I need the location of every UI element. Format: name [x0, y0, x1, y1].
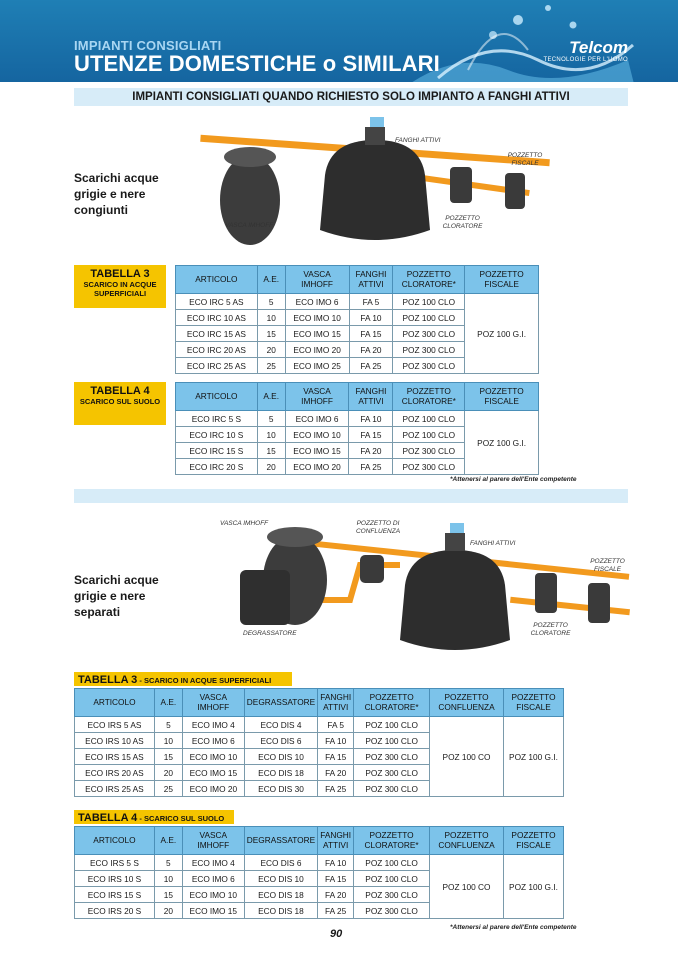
- cell: POZ 100 CLO: [354, 855, 430, 871]
- cell: 20: [257, 342, 285, 358]
- col-header: POZZETTO FISCALE: [503, 689, 563, 717]
- table-3-separate: [74, 688, 564, 797]
- cell: POZ 300 CLO: [393, 326, 465, 342]
- cell: ECO DIS 18: [244, 765, 317, 781]
- cell: ECO DIS 18: [244, 887, 317, 903]
- cell: 25: [154, 781, 182, 797]
- cell: ECO IRC 10 S: [176, 427, 258, 443]
- cell: ECO IMO 6: [182, 871, 244, 887]
- cell-confluenza: POZ 100 CO: [430, 717, 504, 797]
- cell: POZ 100 CLO: [393, 310, 465, 326]
- cell: FA 10: [318, 733, 354, 749]
- table-tag: [74, 810, 234, 824]
- col-header: POZZETTO CLORATORE*: [393, 266, 465, 294]
- col-header: ARTICOLO: [176, 266, 258, 294]
- cell: ECO DIS 10: [244, 749, 317, 765]
- cell: 5: [257, 294, 285, 310]
- cell: FA 15: [349, 427, 393, 443]
- footnote: *Attenersi al parere dell'Ente competente: [450, 924, 577, 931]
- section-banner: IMPIANTI CONSIGLIATI QUANDO RICHIESTO SOLO IMPIANTO A FANGHI ATTIVI: [74, 88, 628, 106]
- cell: FA 10: [349, 411, 393, 427]
- cell: 20: [154, 903, 182, 919]
- cell: ECO IMO 15: [182, 765, 244, 781]
- table-4-separate: [74, 826, 564, 919]
- table-tag-title: TABELLA 4: [90, 385, 150, 397]
- table-tag: [74, 672, 292, 686]
- col-header: DEGRASSATORE: [244, 827, 317, 855]
- cell: POZ 300 CLO: [354, 765, 430, 781]
- footnote: *Attenersi al parere dell'Ente competente: [450, 476, 577, 483]
- cell: ECO IMO 20: [285, 459, 349, 475]
- col-header: POZZETTO CONFLUENZA: [430, 689, 504, 717]
- cell: POZ 300 CLO: [354, 781, 430, 797]
- cell: POZ 100 CLO: [354, 733, 430, 749]
- cell: FA 20: [349, 443, 393, 459]
- cell: ECO IRS 10 S: [75, 871, 155, 887]
- cell: ECO DIS 18: [244, 903, 317, 919]
- cell: 5: [154, 855, 182, 871]
- col-header: POZZETTO FISCALE: [465, 266, 539, 294]
- cell: POZ 300 CLO: [393, 459, 465, 475]
- table-tag-subtitle: - SCARICO SUL SUOLO: [137, 814, 225, 823]
- cell: FA 20: [318, 765, 354, 781]
- cell: FA 15: [318, 749, 354, 765]
- cell: FA 25: [318, 781, 354, 797]
- col-header: POZZETTO FISCALE: [465, 383, 539, 411]
- table-tag-subtitle: SCARICO SUL SUOLO: [79, 397, 161, 406]
- cell: ECO IRS 20 S: [75, 903, 155, 919]
- cell: ECO DIS 10: [244, 871, 317, 887]
- illus-label-fanghi: FANGHI ATTIVI: [470, 540, 516, 547]
- cell: FA 5: [318, 717, 354, 733]
- table-4-combined: [175, 382, 539, 475]
- cell: ECO IMO 10: [285, 310, 349, 326]
- section-divider: [74, 489, 628, 503]
- cell: ECO IMO 6: [285, 294, 349, 310]
- section-label-combined: Scarichi acque grigie e nere congiunti: [74, 171, 159, 217]
- page-number: 90: [330, 928, 343, 940]
- cell: POZ 100 CLO: [393, 427, 465, 443]
- cell: 10: [257, 310, 285, 326]
- col-header: A.E.: [154, 827, 182, 855]
- cell: POZ 100 CLO: [354, 717, 430, 733]
- cell: ECO IRS 15 AS: [75, 749, 155, 765]
- cell: ECO IRC 10 AS: [176, 310, 258, 326]
- cell-fiscale: POZ 100 G.I.: [465, 294, 539, 374]
- cell-fiscale: POZ 100 G.I.: [503, 855, 563, 919]
- table-tag: [74, 382, 166, 425]
- col-header: VASCA IMHOFF: [182, 827, 244, 855]
- table-row: [176, 294, 539, 310]
- cell: FA 25: [349, 358, 393, 374]
- cell: 15: [257, 326, 285, 342]
- col-header: VASCA IMHOFF: [285, 383, 349, 411]
- cell: ECO DIS 4: [244, 717, 317, 733]
- cell: ECO IMO 10: [182, 749, 244, 765]
- cell: ECO IRC 15 AS: [176, 326, 258, 342]
- cell: FA 10: [349, 310, 393, 326]
- cell: POZ 100 CLO: [354, 871, 430, 887]
- cell: 10: [154, 733, 182, 749]
- table-tag: [74, 265, 166, 308]
- cell: FA 25: [318, 903, 354, 919]
- cell: ECO IMO 20: [182, 781, 244, 797]
- cell: FA 15: [349, 326, 393, 342]
- cell: POZ 100 CLO: [393, 294, 465, 310]
- col-header: POZZETTO FISCALE: [503, 827, 563, 855]
- illus-label-fanghi: FANGHI ATTIVI: [395, 137, 441, 144]
- cell: 5: [257, 411, 285, 427]
- col-header: A.E.: [154, 689, 182, 717]
- cell: FA 25: [349, 459, 393, 475]
- col-header: POZZETTO CLORATORE*: [354, 689, 430, 717]
- cell: ECO IRS 20 AS: [75, 765, 155, 781]
- col-header: ARTICOLO: [75, 827, 155, 855]
- illus-label-confluenza: POZZETTO DI CONFLUENZA: [355, 520, 401, 535]
- cell-fiscale: POZ 100 G.I.: [503, 717, 563, 797]
- col-header: A.E.: [257, 266, 285, 294]
- cell: 15: [154, 749, 182, 765]
- cell: POZ 300 CLO: [354, 903, 430, 919]
- cell: POZ 300 CLO: [393, 443, 465, 459]
- cell: ECO IMO 6: [285, 411, 349, 427]
- cell: ECO IRC 5 AS: [176, 294, 258, 310]
- col-header: ARTICOLO: [75, 689, 155, 717]
- col-header: A.E.: [257, 383, 285, 411]
- illus-label-cloratore: POZZETTO CLORATORE: [442, 215, 483, 230]
- cell-confluenza: POZ 100 CO: [430, 855, 504, 919]
- company-logo: Telcom: [569, 38, 628, 57]
- cell: ECO IRC 20 AS: [176, 342, 258, 358]
- col-header: FANGHI ATTIVI: [349, 266, 393, 294]
- col-header: FANGHI ATTIVI: [318, 689, 354, 717]
- table-tag-title: TABELLA 3: [78, 674, 138, 686]
- table-row: [75, 717, 564, 733]
- col-header: VASCA IMHOFF: [182, 689, 244, 717]
- cell: ECO DIS 6: [244, 855, 317, 871]
- cell: ECO IRS 5 S: [75, 855, 155, 871]
- cell: 25: [257, 358, 285, 374]
- cell: POZ 100 CLO: [393, 411, 465, 427]
- col-header: POZZETTO CONFLUENZA: [430, 827, 504, 855]
- cell: ECO IRS 25 AS: [75, 781, 155, 797]
- cell: 10: [154, 871, 182, 887]
- company-tagline: TECNOLOGIE PER L'UOMO: [543, 57, 628, 63]
- col-header: FANGHI ATTIVI: [349, 383, 393, 411]
- illus-label-pozzetto-fiscale: POZZETTO FISCALE: [590, 558, 625, 573]
- cell-fiscale: POZ 100 G.I.: [465, 411, 539, 475]
- header-subtitle: IMPIANTI CONSIGLIATI: [74, 38, 222, 53]
- col-header: ARTICOLO: [176, 383, 258, 411]
- illus-label-vasca: VASCA IMHOFF: [225, 222, 274, 229]
- cell: ECO IMO 15: [285, 443, 349, 459]
- col-header: POZZETTO CLORATORE*: [393, 383, 465, 411]
- table-tag-title: TABELLA 3: [90, 268, 150, 280]
- col-header: VASCA IMHOFF: [285, 266, 349, 294]
- cell: ECO IRC 25 AS: [176, 358, 258, 374]
- cell: 5: [154, 717, 182, 733]
- cell: ECO IMO 15: [285, 326, 349, 342]
- cell: FA 10: [318, 855, 354, 871]
- cell: ECO DIS 6: [244, 733, 317, 749]
- cell: POZ 300 CLO: [393, 358, 465, 374]
- illus-label-vasca: VASCA IMHOFF: [220, 520, 269, 527]
- page-header: [0, 0, 678, 82]
- cell: FA 20: [318, 887, 354, 903]
- cell: ECO IRS 5 AS: [75, 717, 155, 733]
- cell: POZ 300 CLO: [393, 342, 465, 358]
- cell: ECO IMO 20: [285, 342, 349, 358]
- illus-label-degrassatore: DEGRASSATORE: [243, 630, 297, 637]
- cell: 15: [154, 887, 182, 903]
- cell: 10: [257, 427, 285, 443]
- table-tag-subtitle: SCARICO IN ACQUE SUPERFICIALI: [83, 280, 157, 298]
- cell: ECO IMO 6: [182, 733, 244, 749]
- cell: ECO IRC 20 S: [176, 459, 258, 475]
- cell: ECO IMO 15: [182, 903, 244, 919]
- cell: FA 15: [318, 871, 354, 887]
- table-row: [176, 411, 539, 427]
- cell: ECO DIS 30: [244, 781, 317, 797]
- cell: 20: [257, 459, 285, 475]
- cell: POZ 300 CLO: [354, 749, 430, 765]
- section-label-separate: Scarichi acque grigie e nere separati: [74, 573, 159, 619]
- illus-label-pozzetto-fiscale: POZZETTO FISCALE: [507, 152, 543, 167]
- cell: ECO IMO 25: [285, 358, 349, 374]
- table-tag-title: TABELLA 4: [78, 812, 138, 824]
- cell: 20: [154, 765, 182, 781]
- col-header: POZZETTO CLORATORE*: [354, 827, 430, 855]
- table-row: [75, 855, 564, 871]
- cell: ECO IRC 5 S: [176, 411, 258, 427]
- cell: ECO IRC 15 S: [176, 443, 258, 459]
- table-tag-subtitle: - SCARICO IN ACQUE SUPERFICIALI: [137, 676, 272, 685]
- cell: 15: [257, 443, 285, 459]
- cell: POZ 300 CLO: [354, 887, 430, 903]
- cell: ECO IMO 4: [182, 717, 244, 733]
- cell: ECO IRS 15 S: [75, 887, 155, 903]
- col-header: DEGRASSATORE: [244, 689, 317, 717]
- illus-label-cloratore: POZZETTO CLORATORE: [530, 622, 571, 637]
- page-title: UTENZE DOMESTICHE o SIMILARI: [74, 51, 440, 76]
- cell: ECO IMO 10: [285, 427, 349, 443]
- cell: ECO IRS 10 AS: [75, 733, 155, 749]
- cell: FA 20: [349, 342, 393, 358]
- cell: FA 5: [349, 294, 393, 310]
- cell: ECO IMO 4: [182, 855, 244, 871]
- cell: ECO IMO 10: [182, 887, 244, 903]
- col-header: FANGHI ATTIVI: [318, 827, 354, 855]
- table-3-combined: [175, 265, 539, 374]
